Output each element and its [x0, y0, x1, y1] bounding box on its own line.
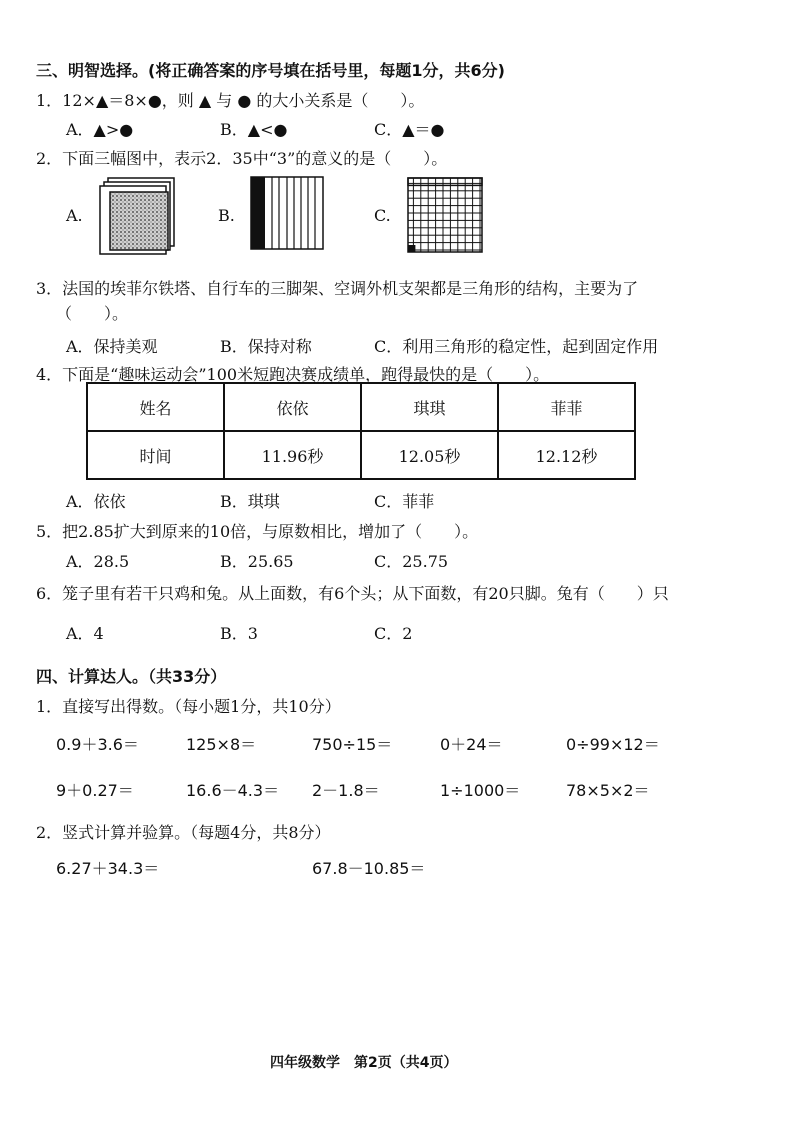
q5-option-c: C．25.75: [374, 552, 449, 571]
q2-label-a: A.: [66, 206, 83, 225]
q2-label-c: C.: [374, 206, 391, 225]
results-table: [86, 382, 636, 480]
calc-item: 0÷99×12＝: [566, 735, 660, 754]
table-cell: 琪琪: [361, 383, 498, 431]
q2-label-b: B.: [218, 206, 235, 225]
q4-option-a: A．依依: [66, 492, 126, 511]
q5-option-b: B．25.65: [220, 552, 294, 571]
q2-stem: 2．下面三幅图中，表示2．35中“3”的意义的是（ ）。: [36, 149, 448, 168]
calc-item: 0＋24＝: [440, 735, 503, 754]
table-row: [87, 431, 635, 479]
q3-stem-blank: （ ）。: [56, 304, 129, 323]
table-row: [87, 383, 635, 431]
q3-option-a: A．保持美观: [66, 337, 158, 356]
q1-option-c: C．▲＝●: [374, 120, 445, 139]
q6-option-a: A．4: [66, 624, 104, 643]
q2-figure-a-stacked-squares: [96, 175, 178, 257]
q6-option-c: C．2: [374, 624, 413, 643]
table-cell: 11.96秒: [224, 431, 361, 479]
calc-item: 1÷1000＝: [440, 781, 521, 800]
calc-item: 125×8＝: [186, 735, 257, 754]
q1-option-a: A．▲>●: [66, 120, 134, 139]
calc-item: 2－1.8＝: [312, 781, 380, 800]
q2-figure-b-striped-square: [250, 176, 326, 252]
calc-item: 16.6－4.3＝: [186, 781, 280, 800]
q5-option-a: A．28.5: [66, 552, 130, 571]
page-footer: 四年级数学 第2页（共4页）: [270, 1055, 458, 1071]
section4-title: 四、计算达人。（共33分）: [36, 667, 227, 686]
q3-option-c: C．利用三角形的稳定性，起到固定作用: [374, 337, 659, 356]
q1-stem: 1．12×▲＝8×●，则 ▲ 与 ● 的大小关系是（ ）。: [36, 91, 425, 110]
q2-figure-c-grid-square: [406, 176, 486, 256]
q6-option-b: B．3: [220, 624, 258, 643]
vertical-calc-item: 67.8－10.85＝: [312, 859, 426, 878]
q5-stem: 5．把2.85扩大到原来的10倍，与原数相比，增加了（ ）。: [36, 522, 479, 541]
calc-item: 9＋0.27＝: [56, 781, 134, 800]
q3-option-b: B．保持对称: [220, 337, 312, 356]
table-cell: 12.05秒: [361, 431, 498, 479]
calc-item: 78×5×2＝: [566, 781, 650, 800]
section3-title: 三、明智选择。(将正确答案的序号填在括号里，每题1分，共6分): [36, 61, 505, 80]
table-cell: 菲菲: [498, 383, 635, 431]
table-cell: 姓名: [87, 383, 224, 431]
section4-part1-title: 1．直接写出得数。（每小题1分，共10分）: [36, 697, 341, 716]
q6-stem: 6．笼子里有若干只鸡和兔。从上面数，有6个头；从下面数，有20只脚。兔有（ ）只: [36, 584, 669, 603]
table-cell: 依依: [224, 383, 361, 431]
q4-option-b: B．琪琪: [220, 492, 280, 511]
q4-stem: 4．下面是“趣味运动会”100米短跑决赛成绩单，跑得最快的是（ ）。: [36, 365, 550, 384]
calc-item: 0.9＋3.6＝: [56, 735, 139, 754]
section4-part2-title: 2．竖式计算并验算。（每题4分，共8分）: [36, 823, 331, 842]
table-cell: 时间: [87, 431, 224, 479]
q1-option-b: B．▲<●: [220, 120, 288, 139]
vertical-calc-item: 6.27＋34.3＝: [56, 859, 160, 878]
calc-item: 750÷15＝: [312, 735, 393, 754]
q3-stem: 3．法国的埃菲尔铁塔、自行车的三脚架、空调外机支架都是三角形的结构，主要为了: [36, 279, 639, 298]
table-cell: 12.12秒: [498, 431, 635, 479]
q4-option-c: C．菲菲: [374, 492, 435, 511]
